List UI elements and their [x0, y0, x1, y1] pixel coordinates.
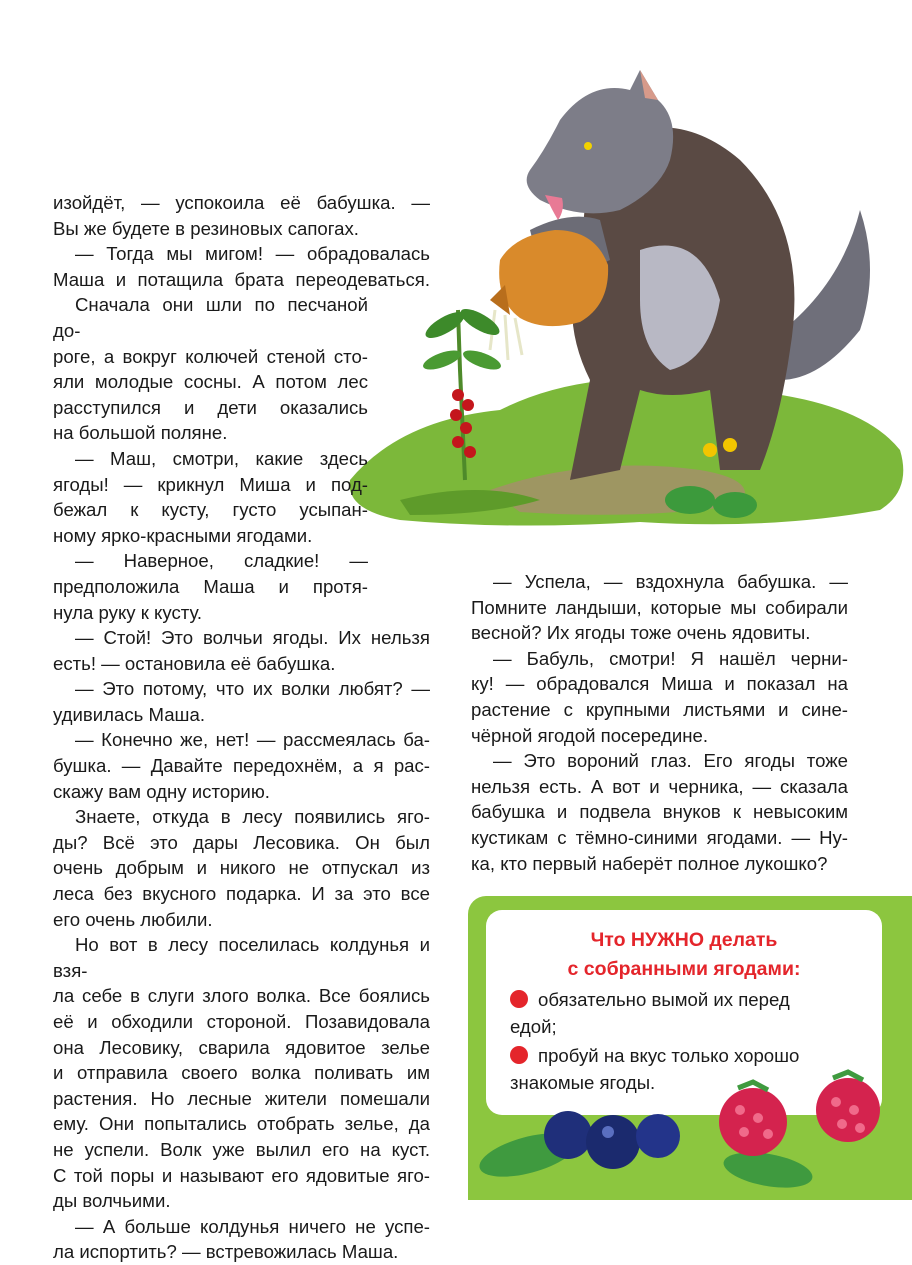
- blueberries-icon: [544, 1111, 680, 1169]
- story-line: ному ярко-красными ягодами.: [53, 524, 313, 546]
- story-line: ла испортить? — встревожилась Маша.: [53, 1241, 399, 1263]
- story-line: — Наверное, сладкие! —: [75, 550, 368, 572]
- story-line: изойдёт, — успокоила её бабушка. —: [53, 192, 430, 213]
- story-line: — Маш, смотри, какие здесь: [75, 447, 368, 469]
- story-line: кустикам с тёмно-синими ягодами. — Ну-: [471, 826, 848, 848]
- story-line: бежал к кусту, густо усыпан-: [53, 499, 368, 521]
- story-line: её и обходили стороной. Позавидовала: [53, 1011, 430, 1032]
- info-panel-title: [486, 926, 882, 984]
- story-line: ку! — обрадовался Миша и показал на: [471, 673, 848, 695]
- story-line: она Лесовику, сварила ядовитое зелье: [53, 1036, 430, 1058]
- story-left-column: [53, 190, 430, 1265]
- story-line: — Тогда мы мигом! — обрадовалась: [75, 243, 430, 265]
- story-line: леса без вкусного подарка. И за это все: [53, 883, 430, 905]
- story-line: Сначала они шли по песчаной до-: [53, 294, 368, 341]
- info-title-line-2: с собранными ягодами:: [567, 958, 801, 980]
- story-line: нула руку к кусту.: [53, 601, 203, 623]
- story-line: бушка. — Давайте передохнём, а я рас-: [53, 755, 430, 777]
- story-line: очень добрым и никого не отпускал из: [53, 857, 430, 879]
- story-line: растение с крупными листьями и сине-: [471, 698, 848, 720]
- story-line: Помните ландыши, которые мы собирали: [471, 596, 848, 618]
- info-title-line-1: Что НУЖНО делать: [590, 929, 778, 951]
- story-line: ему. Они попытались отобрать зелье, да: [53, 1113, 430, 1135]
- info-rule-2: пробуй на вкус только хорошо знакомые ягоды.: [510, 1045, 800, 1093]
- story-line: ягоды! — крикнул Миша и под-: [53, 473, 368, 495]
- story-line: роге, а вокруг колючей стеной сто-: [53, 345, 368, 367]
- story-line: яли молодые сосны. А потом лес: [53, 371, 368, 393]
- potion-jug: [499, 230, 608, 326]
- story-line: Знаете, откуда в лесу появились яго-: [75, 806, 430, 828]
- story-line: — Это вороний глаз. Его ягоды тоже: [493, 750, 848, 772]
- raspberry-icon: [719, 1078, 880, 1156]
- red-bullet-icon: [510, 990, 528, 1008]
- story-line: на большой поляне.: [53, 422, 228, 444]
- story-line: Вы же будете в резиновых сапогах.: [53, 217, 359, 239]
- story-line: — Конечно же, нет! — рассмеялась ба-: [75, 729, 430, 751]
- story-line: удивилась Маша.: [53, 703, 205, 725]
- story-line: Но вот в лесу поселилась колдунья и взя-: [53, 934, 430, 981]
- story-line: — Бабуль, смотри! Я нашёл черни-: [493, 647, 848, 669]
- story-line: есть! — остановила её бабушка.: [53, 652, 336, 674]
- story-line: — Это потому, что их волки любят? —: [75, 678, 430, 700]
- story-line: расступился и дети оказались: [53, 396, 368, 418]
- story-right-column: [471, 569, 848, 876]
- story-line: — Стой! Это волчьи ягоды. Их нельзя: [75, 627, 430, 649]
- story-line: ка, кто первый наберёт полное лукошко?: [471, 852, 828, 874]
- berries-illustration: [468, 1060, 912, 1200]
- story-line: ла себе в слуги злого волка. Все боялись: [53, 985, 430, 1007]
- story-line: не успели. Волк уже вылил его на куст.: [53, 1138, 430, 1160]
- leaf-icon: [721, 1146, 815, 1193]
- story-line: Маша и потащила брата переодеваться.: [53, 268, 430, 290]
- info-rule-2-cont: знакомые ягоды.: [510, 1072, 656, 1093]
- story-line: его очень любили.: [53, 908, 213, 930]
- story-line: ды? Всё это дары Лесовика. Он был: [53, 831, 430, 853]
- story-line: весной? Их ягоды тоже очень ядовиты.: [471, 622, 811, 644]
- info-rule-1-cont: едой;: [510, 1016, 557, 1037]
- story-line: ды волчьими.: [53, 1190, 171, 1212]
- story-line: чёрной ягодой посередине.: [471, 724, 708, 746]
- story-line: нельзя есть. А вот и черника, — сказала: [471, 775, 848, 797]
- story-line: скажу вам одну историю.: [53, 780, 270, 802]
- info-rule-1: обязательно вымой их перед едой;: [510, 989, 790, 1037]
- story-line: — А больше колдунья ничего не успе-: [75, 1215, 430, 1237]
- story-line: растения. Но лесные жители помешали: [53, 1087, 430, 1109]
- story-line: и отправила своего волка поливать им: [53, 1062, 430, 1084]
- story-line: бабушка и подвела внуков к невысоким: [471, 801, 848, 823]
- story-line: — Успела, — вздохнула бабушка. —: [493, 571, 848, 592]
- story-line: предположила Маша и протя-: [53, 575, 368, 597]
- story-line: С той поры и называют его ядовитые яго-: [53, 1164, 430, 1186]
